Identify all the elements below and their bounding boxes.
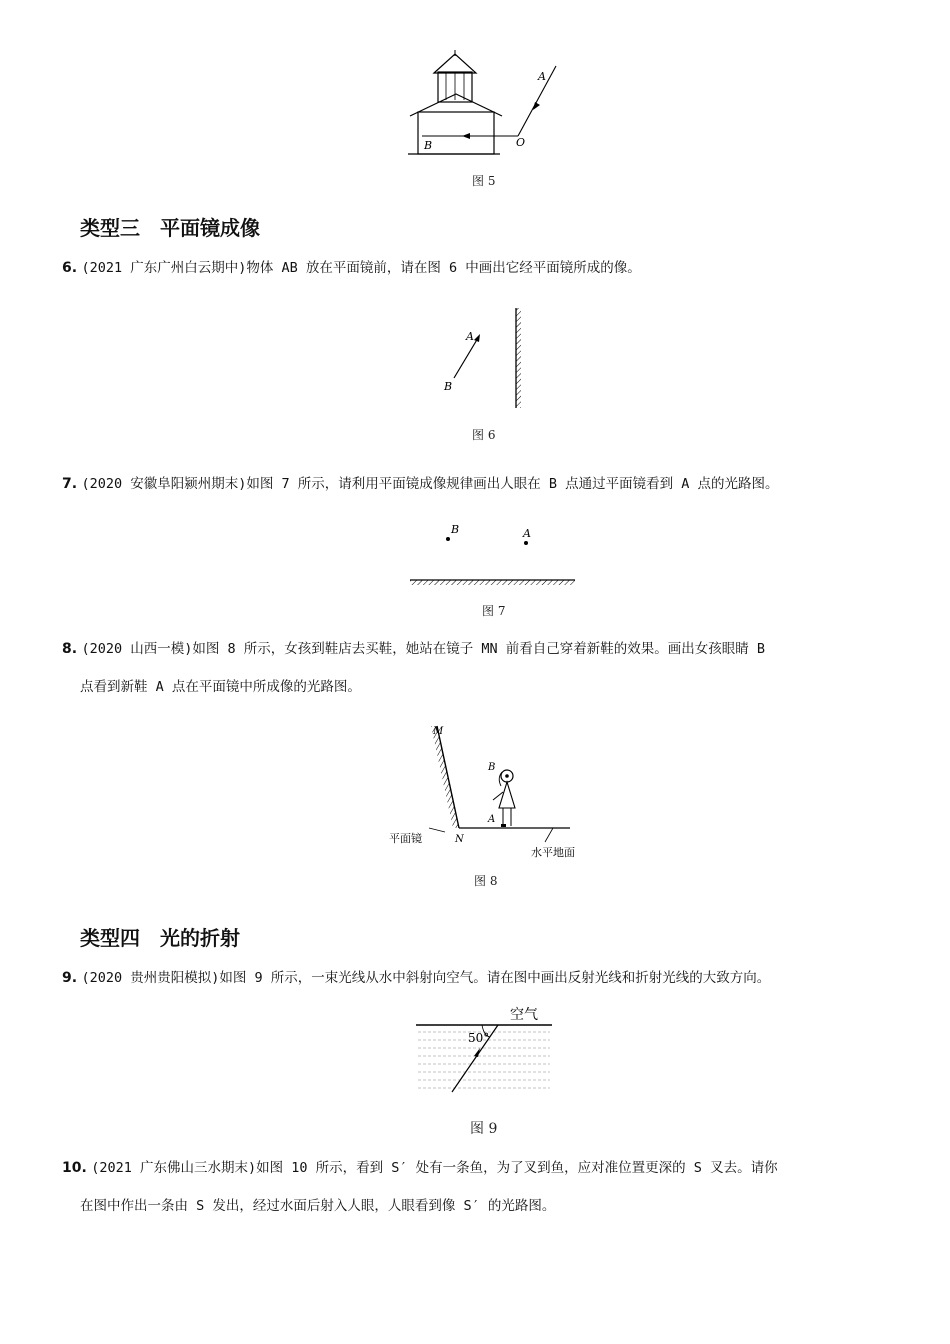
fig6-label-a: A — [466, 330, 474, 343]
fig5-label-a: A — [538, 70, 546, 83]
fig8-mirror-label: 平面镜 — [389, 832, 422, 845]
question-8 — [62, 639, 765, 659]
question-7 — [62, 474, 779, 494]
fig7-caption: 图 7 — [482, 604, 506, 618]
fig6-caption: 图 6 — [472, 428, 496, 442]
fig8-caption: 图 8 — [474, 874, 498, 888]
fig9-caption: 图 9 — [470, 1121, 498, 1137]
question-6-number: 6. — [62, 260, 78, 276]
fig9-angle-label: 50° — [468, 1031, 490, 1045]
question-9-number: 9. — [62, 970, 78, 986]
figure-5 — [400, 50, 570, 170]
section-heading-3: 类型三 平面镜成像 — [80, 216, 260, 240]
question-8-line1: (2020 山西一模)如图 8 所示，女孩到鞋店去买鞋，她站在镜子 MN 前看自己穿着新鞋的效果。画出女孩眼睛 B — [81, 641, 766, 657]
fig8-label-a: A — [488, 814, 496, 825]
fig8-label-m: M — [433, 726, 444, 737]
fig6-label-b: B — [444, 380, 453, 393]
question-10-line2: 在图中作出一条由 S 发出，经过水面后射入人眼，人眼看到像 S′ 的光路图。 — [80, 1198, 556, 1214]
question-6-text: (2021 广东广州白云期中)物体 AB 放在平面镜前，请在图 6 中画出它经平面镜所成的像。 — [81, 260, 641, 276]
fig8-label-b: B — [488, 762, 496, 773]
question-8-number: 8. — [62, 641, 78, 657]
question-10 — [62, 1158, 778, 1178]
question-9 — [62, 968, 770, 988]
question-10-line1: (2021 广东佛山三水期末)如图 10 所示，看到 S′ 处有一条鱼，为了叉到鱼，应对准位置更深的 S 叉去。请你 — [91, 1160, 778, 1176]
section-heading-4: 类型四 光的折射 — [80, 926, 240, 950]
question-6 — [62, 258, 641, 278]
fig5-label-b: B — [424, 139, 433, 152]
fig9-air-label: 空气 — [510, 1007, 538, 1023]
question-10-number: 10. — [62, 1160, 87, 1176]
figure-8 — [385, 718, 615, 863]
question-8-line2: 点看到新鞋 A 点在平面镜中所成像的光路图。 — [80, 679, 361, 695]
figure-9 — [412, 1000, 562, 1095]
fig7-label-b: B — [451, 523, 460, 536]
question-7-text: (2020 安徽阜阳颍州期末)如图 7 所示，请利用平面镜成像规律画出人眼在 B 点通过平面镜看到 A 点的光路图。 — [81, 476, 779, 492]
question-7-number: 7. — [62, 476, 78, 492]
figure-6 — [430, 300, 540, 415]
fig8-label-n: N — [455, 834, 464, 845]
fig5-caption: 图 5 — [472, 174, 496, 188]
fig7-label-a: A — [523, 527, 531, 540]
fig8-ground-label: 水平地面 — [531, 846, 575, 859]
figure-7 — [405, 518, 580, 593]
question-9-text: (2020 贵州贵阳模拟)如图 9 所示，一束光线从水中斜射向空气。请在图中画出反射光线和折射光线的大致方向。 — [81, 970, 771, 986]
fig5-label-o: O — [516, 136, 526, 149]
